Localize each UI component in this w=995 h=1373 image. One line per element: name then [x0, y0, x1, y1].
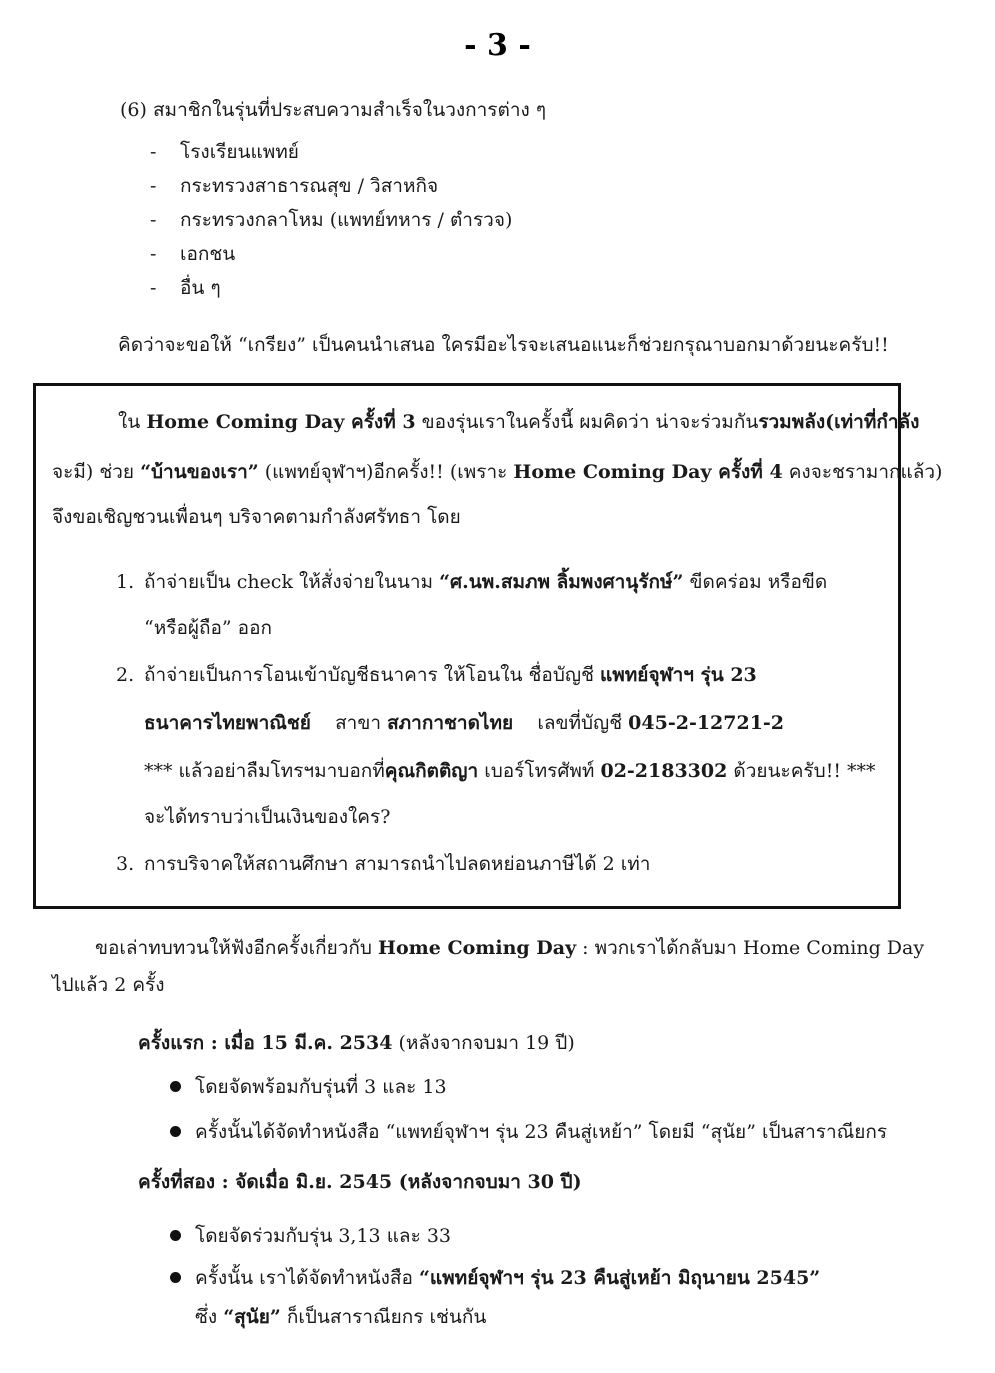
bullet-icon	[170, 1272, 181, 1283]
donation-item-1-line2: “หรือผู้ถือ” ออก	[144, 617, 272, 639]
bullet-icon	[170, 1081, 181, 1092]
list-item: - อื่น ๆ	[150, 277, 221, 299]
list-item: - กระทรวงกลาโหม (แพทย์ทหาร / ตำรวจ)	[150, 209, 513, 231]
recap-paragraph: ขอเล่าทบทวนให้ฟังอีกครั้งเกี่ยวกับ Home Coming Day : พวกเราได้กลับมา Home Coming Day	[95, 937, 925, 959]
phone-note: *** แล้วอย่าลืมโทรฯมาบอกที่คุณกิตติญา เบอร์โทรศัพท์ 02-2183302 ด้วยนะครับ!! ***	[144, 760, 876, 782]
box-paragraph-2: จะมี) ช่วย “บ้านของเรา” (แพทย์จุฬาฯ)อีกครั้ง!! (เพราะ Home Coming Day ครั้งที่ 4 คงจะชรามากแล้ว)	[52, 461, 943, 483]
list-item: - โรงเรียนแพทย์	[150, 141, 299, 163]
list-item: ครั้งนั้นได้จัดทำหนังสือ “แพทย์จุฬาฯ รุ่น 23 คืนสู่เหย้า” โดยมี “สุนัย” เป็นสาราณียกร	[170, 1120, 887, 1144]
donation-item-3: 3. การบริจาคให้สถานศึกษา สามารถนำไปลดหย่อนภาษีได้ 2 เท่า	[116, 853, 651, 875]
bank-details: ธนาคารไทยพาณิชย์ สาขา สภากาชาดไทย เลขที่บัญชี 045-2-12721-2	[144, 712, 785, 734]
recap-paragraph-line2: ไปแล้ว 2 ครั้ง	[52, 974, 165, 996]
second-homecoming-heading: ครั้งที่สอง : จัดเมื่อ มิ.ย. 2545 (หลังจากจบมา 30 ปี)	[138, 1171, 582, 1193]
list-item: ครั้งนั้น เราได้จัดทำหนังสือ “แพทย์จุฬาฯ รุ่น 23 คืนสู่เหย้า มิถุนายน 2545”	[170, 1266, 820, 1290]
bullet-icon	[170, 1230, 181, 1241]
phone-note-line2: จะได้ทราบว่าเป็นเงินของใคร?	[144, 806, 391, 828]
box-paragraph-3: จึงขอเชิญชวนเพื่อนๆ บริจาคตามกำลังศรัทธา โดย	[52, 506, 461, 528]
list-item-continuation: ซึ่ง “สุนัย” ก็เป็นสาราณียกร เช่นกัน	[195, 1306, 487, 1328]
section6-heading: (6) สมาชิกในรุ่นที่ประสบความสำเร็จในวงการต่าง ๆ	[120, 99, 547, 121]
proposal-text: คิดว่าจะขอให้ “เกรียง” เป็นคนนำเสนอ ใครมีอะไรจะเสนอแนะก็ช่วยกรุณาบอกมาด้วยนะครับ!!	[118, 334, 889, 356]
page-number: - 3 -	[464, 28, 531, 63]
donation-item-2: 2. ถ้าจ่ายเป็นการโอนเข้าบัญชีธนาคาร ให้โอนใน ชื่อบัญชี แพทย์จุฬาฯ รุ่น 23	[116, 664, 757, 686]
list-item: โดยจัดพร้อมกับรุ่นที่ 3 และ 13	[170, 1075, 447, 1099]
list-item: โดยจัดร่วมกับรุ่น 3,13 และ 33	[170, 1224, 451, 1248]
donation-item-1: 1. ถ้าจ่ายเป็น check ให้สั่งจ่ายในนาม “ศ.นพ.สมภพ ลิ้มพงศานุรักษ์” ขีดคร่อม หรือขีด	[116, 571, 828, 593]
list-item: - เอกชน	[150, 243, 236, 265]
bullet-icon	[170, 1126, 181, 1137]
list-item: - กระทรวงสาธารณสุข / วิสาหกิจ	[150, 175, 439, 197]
first-homecoming-heading: ครั้งแรก : เมื่อ 15 มี.ค. 2534 (หลังจากจบมา 19 ปี)	[138, 1032, 575, 1054]
box-paragraph-1: ใน Home Coming Day ครั้งที่ 3 ของรุ่นเราในครั้งนี้ ผมคิดว่า น่าจะร่วมกันรวมพลัง(เท่าที่กำลัง	[118, 411, 920, 433]
